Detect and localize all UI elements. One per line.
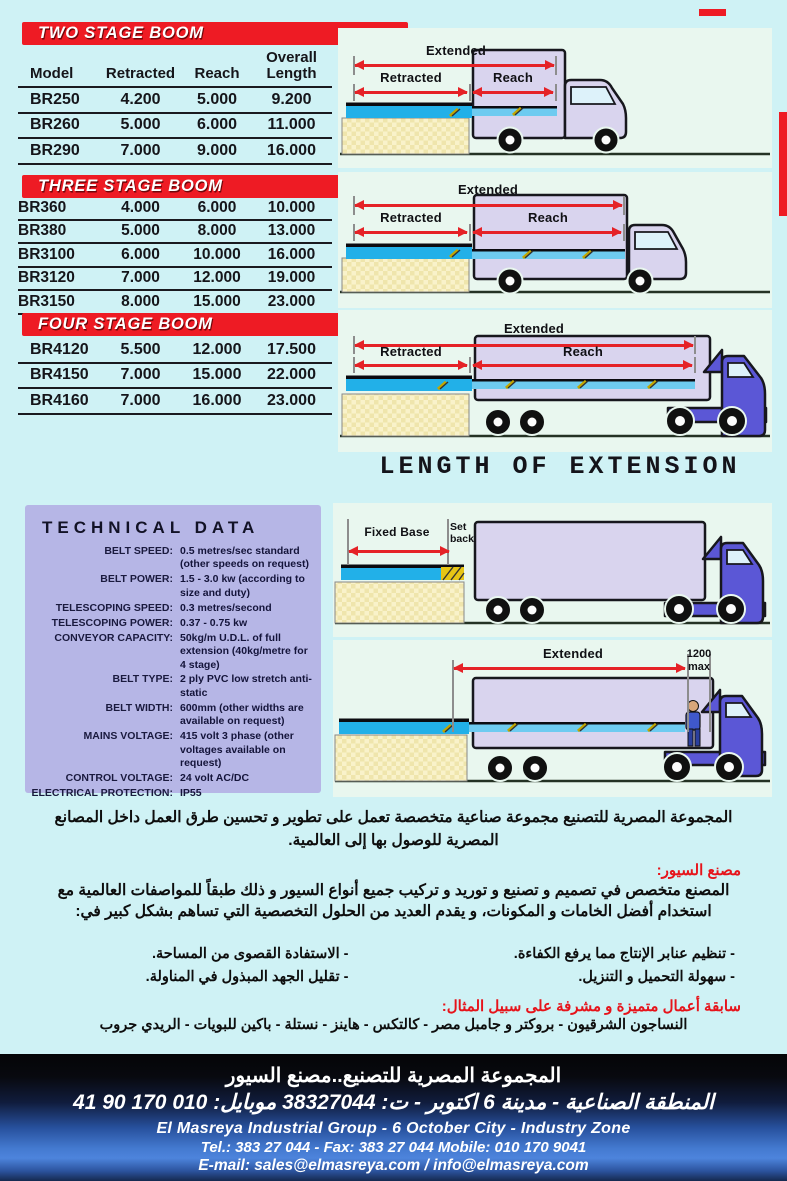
section-title: FOUR STAGE BOOM xyxy=(38,315,213,333)
retracted-label: Retracted xyxy=(380,210,442,225)
tech-spec-value: 24 volt AC/DC xyxy=(180,772,250,784)
diagram-fixed-base xyxy=(333,503,772,637)
model-cell: BR250 xyxy=(18,87,98,113)
value-cell: 7.000 xyxy=(98,267,183,291)
tech-spec-value: 0.37 - 0.75 kw xyxy=(180,616,248,629)
table-row xyxy=(18,113,332,139)
model-cell: BR4120 xyxy=(18,338,98,363)
four-stage-table xyxy=(18,338,332,415)
value-cell: 12.000 xyxy=(183,267,251,291)
red-mark-top xyxy=(699,9,726,16)
reach-label: Reach xyxy=(492,70,534,85)
dim-tick xyxy=(555,56,557,75)
value-cell: 16.000 xyxy=(183,388,251,414)
dim-tick xyxy=(447,519,449,565)
retracted-label: Retracted xyxy=(380,70,442,85)
reach-label: Reach xyxy=(562,344,604,359)
value-cell: 11.000 xyxy=(251,113,332,139)
dim-tick xyxy=(469,84,471,101)
dim-tick xyxy=(469,224,471,241)
retracted-label: Retracted xyxy=(380,344,442,359)
value-cell: 7.000 xyxy=(98,388,183,414)
set-back-label: Set back xyxy=(450,521,474,546)
trailer-box xyxy=(475,522,705,600)
table-row xyxy=(18,363,332,389)
value-cell: 5.000 xyxy=(183,87,251,113)
value-cell: 16.000 xyxy=(251,243,332,267)
value-cell: 22.000 xyxy=(251,363,332,389)
value-cell: 9.200 xyxy=(251,87,332,113)
value-cell: 23.000 xyxy=(251,290,332,314)
value-cell: 8.000 xyxy=(183,220,251,244)
footer-address-arabic: المنطقة الصناعية - مدينة 6 اكتوبر - ت: 38327044 موبايل: 010 170 90 41 xyxy=(73,1091,714,1114)
length-of-extension-title: LENGTH OF EXTENSION xyxy=(379,452,741,481)
table-row xyxy=(18,388,332,414)
section-title: THREE STAGE BOOM xyxy=(38,177,223,195)
retracted-arrow xyxy=(355,364,467,367)
dim-tick xyxy=(347,519,349,565)
loading-dock xyxy=(342,118,469,154)
tech-spec-label: BELT SPEED: xyxy=(104,545,173,557)
value-cell: 5.000 xyxy=(98,220,183,244)
tech-specs xyxy=(25,545,321,800)
fixed-base-arrow xyxy=(349,550,449,553)
footer xyxy=(0,1054,787,1181)
extended-arrow xyxy=(355,64,554,67)
model-cell: BR290 xyxy=(18,138,98,164)
model-cell: BR360 xyxy=(18,197,98,220)
references-list: النساجون الشرقيون - بروكتر و جامبل مصر - كالتكس - هاينز - نستلة - باكين للبويات - الريدي جروب xyxy=(99,1017,688,1033)
tech-spec-value: 1.5 - 3.0 kw (according to size and duty) xyxy=(180,573,305,599)
three-stage-table xyxy=(18,197,332,315)
extended-label: Extended xyxy=(542,646,604,661)
tech-spec-value: 415 volt 3 phase (other voltages available on request) xyxy=(180,730,294,770)
value-cell: 12.000 xyxy=(183,338,251,363)
tech-spec-value: 2 ply PVC low stretch anti-static xyxy=(180,673,312,699)
value-cell: 6.000 xyxy=(183,113,251,139)
model-cell: BR260 xyxy=(18,113,98,139)
retracted-arrow xyxy=(355,91,467,94)
column-header: Retracted xyxy=(98,50,183,87)
value-cell: 4.000 xyxy=(98,197,183,220)
retracted-arrow xyxy=(355,231,467,234)
tech-spec-label: CONTROL VOLTAGE: xyxy=(65,772,173,784)
value-cell: 7.000 xyxy=(98,363,183,389)
benefit-item: - تنظيم عنابر الإنتاج مما يرفع الكفاءة. xyxy=(513,946,735,962)
dim-tick xyxy=(694,336,696,354)
model-cell: BR3100 xyxy=(18,243,98,267)
extended-label: Extended xyxy=(503,321,565,336)
tech-spec-value: 50kg/m U.D.L. of full extension (40kg/metre for 4 stage) xyxy=(180,631,308,671)
tech-spec-label: MAINS VOLTAGE: xyxy=(83,730,173,743)
belt-factory-heading: مصنع السيور: xyxy=(656,862,741,879)
reach-arrow xyxy=(473,231,621,234)
table-row xyxy=(18,197,332,220)
tech-spec-value: 0.5 metres/sec standard (other speeds on request) xyxy=(180,545,309,571)
conveyor-boom xyxy=(346,378,472,391)
reach-arrow xyxy=(473,91,553,94)
arabic-intro-paragraph: المجموعة المصرية للتصنيع مجموعة صناعية متخصصة تعمل على تطوير و تحسين طرق العمل داخل المصانع المصرية للوصول بها إلى العالمية. xyxy=(54,809,733,850)
model-cell: BR4160 xyxy=(18,388,98,414)
value-cell: 23.000 xyxy=(251,388,332,414)
max-unit: max xyxy=(687,661,711,674)
tech-spec-label: CONVEYOR CAPACITY: xyxy=(54,631,173,644)
value-cell: 5.500 xyxy=(98,338,183,363)
dim-tick xyxy=(694,357,696,373)
column-header: Reach xyxy=(183,50,251,87)
benefit-item: - سهولة التحميل و التنزيل. xyxy=(578,969,735,986)
model-cell: BR380 xyxy=(18,220,98,244)
reach-arrow xyxy=(473,364,692,367)
column-header: Model xyxy=(18,50,98,87)
value-cell: 16.000 xyxy=(251,138,332,164)
value-cell: 8.000 xyxy=(98,290,183,314)
tech-spec-value: 600mm (other widths are available on request) xyxy=(180,701,304,728)
value-cell: 17.500 xyxy=(251,338,332,363)
footer-company-arabic: المجموعة المصرية للتصنيع..مصنع السيور xyxy=(225,1065,562,1087)
two-stage-table xyxy=(18,50,332,165)
loading-dock xyxy=(342,258,469,292)
table-row xyxy=(18,243,332,267)
loading-dock xyxy=(342,394,469,436)
max-height-label xyxy=(687,648,711,674)
table-header-row xyxy=(18,50,332,87)
truck-illustration xyxy=(333,503,772,637)
model-cell: BR3150 xyxy=(18,290,98,314)
table-row xyxy=(18,87,332,113)
value-cell: 9.000 xyxy=(183,138,251,164)
truck-box xyxy=(474,195,627,279)
table-row xyxy=(18,338,332,363)
extended-label: Extended xyxy=(425,43,487,58)
truck-illustration xyxy=(338,172,772,308)
benefits-column-left xyxy=(28,943,394,989)
dim-tick xyxy=(623,224,625,241)
belt-factory-paragraph: المصنع متخصص في تصميم و تصنيع و توريد و تركيب جميع أنواع السيور و ذلك طبقاً للمواصفات العالمية مع استخدام أفضل الخامات و المكونات، و يقدم العديد من الحلول التخصصية التي تساهم بشكل كبير في: xyxy=(57,882,730,921)
footer-company-english: El Masreya Industrial Group - 6 October City - Industry Zone xyxy=(156,1120,631,1137)
tech-spec-label: BELT TYPE: xyxy=(112,673,173,686)
table-row xyxy=(18,220,332,244)
table-row xyxy=(18,267,332,291)
value-cell: 10.000 xyxy=(251,197,332,220)
footer-email-line: E-mail: sales@elmasreya.com / info@elmasreya.com xyxy=(198,1157,589,1174)
trailer-box xyxy=(473,678,713,748)
extended-arrow xyxy=(454,667,685,670)
benefits-columns xyxy=(28,943,759,989)
benefit-item: - تقليل الجهد المبذول في المناولة. xyxy=(145,969,349,986)
extended-arrow xyxy=(355,204,622,207)
diagram-extended-max xyxy=(333,640,772,797)
value-cell: 6.000 xyxy=(183,197,251,220)
technical-data-box xyxy=(25,505,321,799)
value-cell: 5.000 xyxy=(98,113,183,139)
max-value: 1200 xyxy=(686,648,712,660)
tech-spec-label: TELESCOPING POWER: xyxy=(51,616,173,629)
tech-spec-value: 0.3 metres/second xyxy=(180,601,272,614)
value-cell: 13.000 xyxy=(251,220,332,244)
red-mark-edge xyxy=(779,112,787,216)
value-cell: 15.000 xyxy=(183,363,251,389)
tech-spec-label: TELESCOPING SPEED: xyxy=(55,601,173,614)
footer-phone-line: Tel.: 383 27 044 - Fax: 383 27 044 Mobile: 010 170 9041 xyxy=(200,1139,587,1156)
section-title: TWO STAGE BOOM xyxy=(38,24,204,42)
value-cell: 7.000 xyxy=(98,138,183,164)
value-cell: 10.000 xyxy=(183,243,251,267)
tech-title: TECHNICAL DATA xyxy=(42,518,260,537)
dim-tick xyxy=(623,196,625,215)
benefits-column-right xyxy=(394,943,760,989)
diagram-three-stage xyxy=(338,172,772,308)
dim-tick xyxy=(555,84,557,101)
loading-dock xyxy=(335,582,464,623)
loading-dock xyxy=(335,735,467,781)
tech-spec-label: ELECTRICAL PROTECTION: xyxy=(31,786,173,799)
dim-tick xyxy=(469,357,471,373)
model-cell: BR4150 xyxy=(18,363,98,389)
diagram-four-stage xyxy=(338,310,772,452)
reach-label: Reach xyxy=(527,210,569,225)
value-cell: 4.200 xyxy=(98,87,183,113)
references-heading: سابقة أعمال متميزة و مشرفة على سبيل المثال: xyxy=(441,998,741,1015)
tech-spec-label: BELT POWER: xyxy=(100,573,173,586)
benefit-item: - الاستفادة القصوى من المساحة. xyxy=(151,946,349,962)
tech-spec-value: IP55 xyxy=(180,786,202,799)
table-row xyxy=(18,138,332,164)
tech-spec-label: BELT WIDTH: xyxy=(105,701,173,714)
value-cell: 6.000 xyxy=(98,243,183,267)
column-header: Overall Length xyxy=(251,50,332,87)
model-cell: BR3120 xyxy=(18,267,98,291)
value-cell: 19.000 xyxy=(251,267,332,291)
value-cell: 15.000 xyxy=(183,290,251,314)
table-row xyxy=(18,290,332,314)
extended-label: Extended xyxy=(457,182,519,197)
diagram-two-stage xyxy=(338,28,772,168)
fixed-base-label: Fixed Base xyxy=(364,525,430,539)
